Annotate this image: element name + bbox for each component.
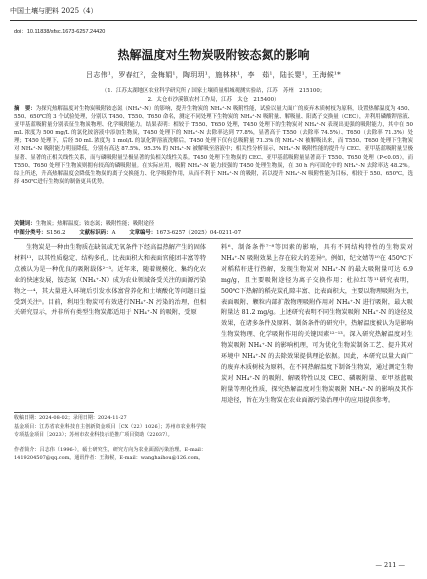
body-left-column: 生物炭是一种由生物质在缺氧或无氧条件下经高温热解产生的固体材料¹¹，以其性质稳定、结构多孔、比表面积大和表面官能团丰富等特点被认为是一种优良的吸附载体²⁻³。近年来，随着规模化、集约化农业的快速发展，铵态氮（NH₄⁺-N）成为农业领域备受关注的面源污染物之一⁴，其大量进入环境后引发水体富营养化和土壤酸化等问题日益受到关注⁵。目前，利用生物炭可有效进行NH₄⁺-N 污染的治理，但相关研究显示，并非所有类型生物炭都适用于 NH₄⁺-N 的吸附，受原 xyxy=(14,244,206,317)
classification-line xyxy=(14,228,413,236)
abstract xyxy=(14,105,413,186)
clc-code: S156.2 xyxy=(46,230,66,236)
doi: doi：10.11838/sfsc.1673-6257.24420 xyxy=(14,29,106,35)
article-no: 1673-6257（2025）04-0211-07 xyxy=(156,230,242,236)
doc-code-label: 文献标识码： xyxy=(79,230,112,236)
footnote-author: 作者简介：吕志伟（1996-），硕士研究生，研究方向为农业面源污染治理。E-mail：1419204507@qq.com。通讯作者：王海候，E-mail：wanghaihou@126.com。 xyxy=(14,447,206,461)
abstract-label: 摘 要： xyxy=(14,106,36,112)
footnote-fund: 基金项目：江苏省农业科技自主创新资金项目［CX（22）1026］；苏州市农业科学院专项基金项目［2023）；苏州市农业科技示范推广项目资助（22037）。 xyxy=(14,424,206,438)
running-header xyxy=(10,6,417,21)
affiliation-1: （1．江苏太湖地区农业科学研究所 / 国家土壤质量相城观测实验站，江苏 苏州 215100； xyxy=(101,88,326,94)
footnote-received: 收稿日期：2024-08-02；录用日期：2024-11-27 xyxy=(14,415,127,421)
keywords-label: 关键词： xyxy=(14,221,36,227)
keywords xyxy=(14,219,413,227)
page-number: — 211 — xyxy=(375,561,405,569)
doc-code: A xyxy=(111,230,116,236)
article-no-label: 文章编号： xyxy=(129,230,157,236)
body-right-column: 料⁶、制备条件⁷⁻⁸等因素的影响，具有不同结构特性的生物炭对 NH₄⁺-N 吸附效果上存在较大的差异⁹。例如，纪文婧等¹⁰在 450℃下对稻秸秆进行热解，发现生物炭对 NH₄⁺-N 的最大吸附量可达 6.9 mg/g，且主要吸附途径为离子交换作用；杜拉红等¹¹研究表明，500℃下热解的稻壳炭孔隙丰富、比表面积大，主要以物理吸附为主，表面吸附、颗粒内部扩散物理吸附作用对 NH₄⁺-N 进行吸附，最大吸附量达 81.2 mg/g。上述研究表明不同生物炭吸附 NH₄⁺-N 的途径及效果，在诸多条件及原料、制备条件的研究中，热解温度被认为是影响生物炭物理、化学吸附作用的关键因素¹²⁻¹³。深入研究热解温度对生物炭吸附 NH₄⁺-N 的影响机理，可为优化生物炭制备工艺、提升其对环境中 NH₄⁺-N 的去除效果提供理论依据。因此，本研究以量大面广的废弃木质树枝为原料，在不同热解温度下制备生物炭，通过测定生物炭对 NH₄⁺-N 的吸附、解吸特性以及 CEC、磷吸附量、亚甲基蓝吸附量等理化性质，探究热解温度对生物炭吸附 NH₄⁺-N 的影响及其作用途径，旨在为生物炭在农业面源污染治理中的应用提供参考。 xyxy=(221,244,413,404)
journal-issue: 中国土壤与肥料 2025（4） xyxy=(10,7,98,15)
author-list: 吕志伟¹，罗春红²，金梅娟¹，陶玥玥¹，施林林¹，李 茹¹，陆长婴¹，王海候¹* xyxy=(86,71,341,79)
article-title: 热解温度对生物炭吸附铵态氮的影响 xyxy=(117,48,310,62)
footnote-divider xyxy=(14,412,94,413)
section-divider xyxy=(14,238,413,239)
clc-label: 中图分类号： xyxy=(14,230,47,236)
affiliation-2: 2．太仓市沙溪镇农村工作局，江苏 太仓 215400） xyxy=(147,97,280,103)
abstract-text: 为探究热解温度对生物炭吸附铵态氮（NH₄⁺-N）的影响，提升生物炭的 NH₄⁺-N 吸附性能，试验以量大面广的废弃木质树枝为原料，设置热解温度为 450、550、650℃的 3 个试验处理，分别以 T450、T550、T650 命名，测定不同处理下生物炭的 NH₄⁺-N 吸附量、解吸量、阳离子交换量（CEC），并利用磷酸钾溶液、亚甲基蓝吸附量分别表征生物炭物理、化学吸附能力。结果表明：相较于 T550、T650 处理，T450 处理下的生物炭对 NH₄⁺-N 表现出更强的吸附能力，其中在 50 mL 浓度为 500 mg/L 的氯化铵溶液中添加生物炭，T450 处理下的 NH₄⁺-N 去除率达到 77.8%，显著高于 T550（去除率 74.5%）、T650（去除率 71.3%）处理；T450 处理下，后经 50 mL 浓度为 1 mol/L 的氯化钾溶液洗解后，T450 处理下仅有总吸附量 71.3% 的 NH₄⁺-N 被解吸出来，而 T550、T650 处理下生物炭对 NH₄⁺-N 吸附能力明显降低，分别有高达 87.5%、95.3% 的 NH₄⁺-N 被解吸至溶液中；相关性分析显示，NH₄⁺-N 吸附性能的提升与 CEC、亚甲基蓝吸附量呈极显著、显著的正相关线性关系，而与磷吸附量呈极显著的负相关线性关系。T450 处理下生物炭的 CEC、亚甲基蓝吸附量显著高于 T550、T650 处理（P<0.05），而 T550、T650 处理下生物炭则拥有较高的磷吸附量。在实际应用，吸附 NH₄⁺-N 能力较强的 T450 处理生物炭，在 30 h 内可固化中的 NH₄⁺-N 去除率达 48.2%。综上所述，升高热解温度会降低生物炭的离子交换能力、化学吸附作用，从而不利于 NH₄⁺-N 的吸附，若以提升 NH₄⁺-N 吸附性能为目标，相较于 550、650℃，选择 450℃进行生物炭的制备更具优势。 xyxy=(14,106,413,185)
keywords-text: 生物炭；热解温度；铵态氮；吸附性能；吸附途径 xyxy=(35,221,155,227)
